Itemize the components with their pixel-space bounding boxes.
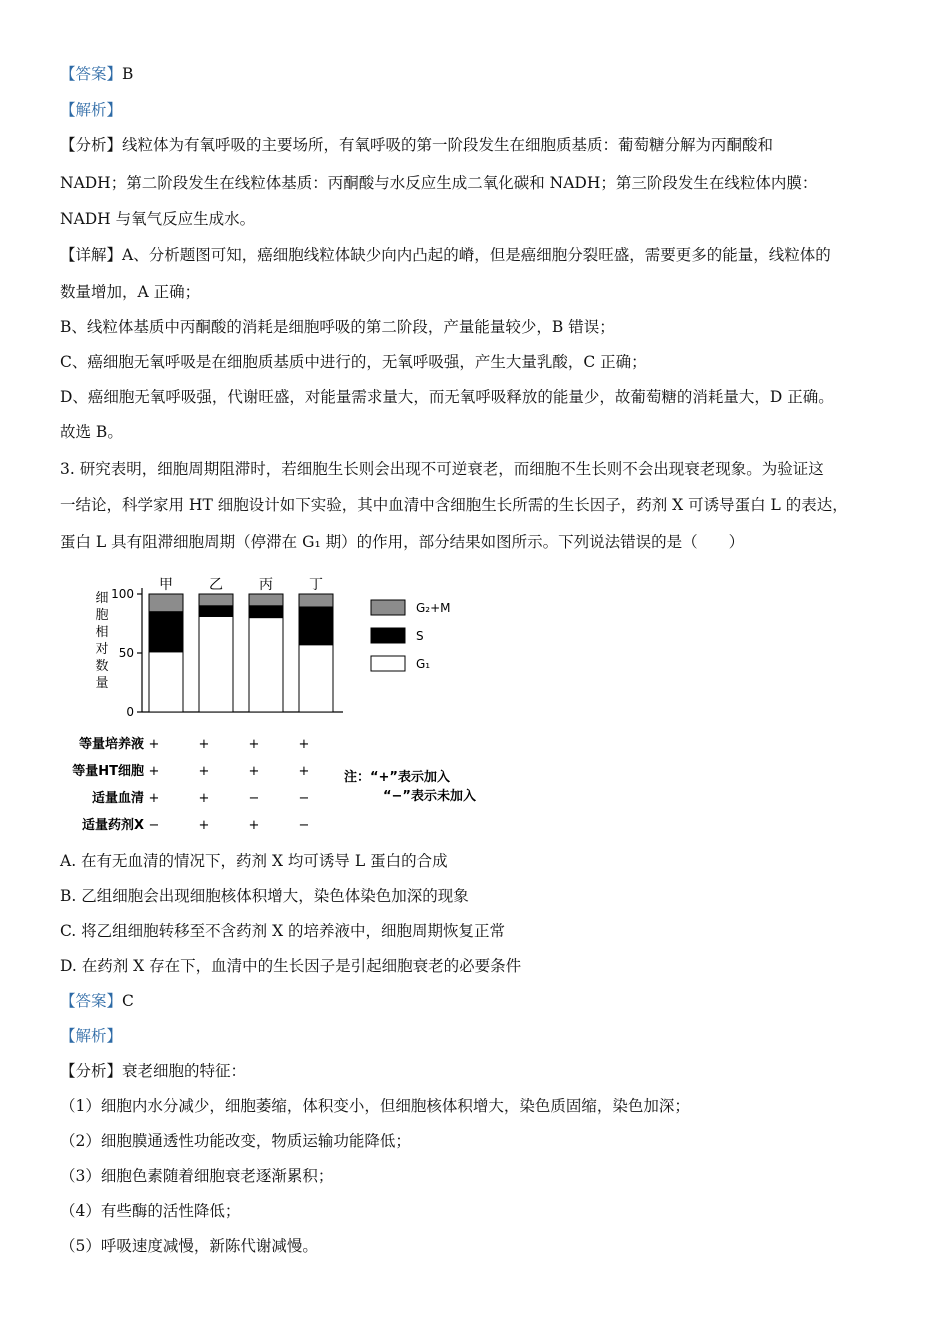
feature-item: （3）细胞色素随着细胞衰老逐渐累积； [60, 1167, 334, 1185]
detail-line [60, 244, 831, 266]
analysis-line [60, 134, 773, 156]
option-c: C. 将乙组细胞转移至不含药剂 X 的培养液中，细胞周期恢复正常 [60, 922, 506, 940]
detail-line: D、癌细胞无氧呼吸强，代谢旺盛，对能量需求量大，而无氧呼吸释放的能量少，故葡萄糖的消耗量大，D 正确。 [60, 388, 834, 406]
analysis-text: 衰老细胞的特征： [122, 1062, 247, 1080]
bar-0-segment [149, 612, 183, 652]
answer-tag: 【答案】 [60, 65, 123, 83]
bar-1-segment [199, 606, 233, 617]
condition-value: − [298, 791, 310, 806]
category-label: 丙 [259, 577, 273, 593]
condition-value: + [148, 737, 160, 752]
y-axis-label-char: 量 [95, 676, 109, 691]
y-axis-label-char: 胞 [95, 608, 109, 623]
feature-item: （2）细胞膜通透性功能改变，物质运输功能降低； [60, 1132, 411, 1150]
analysis-line [60, 1060, 246, 1082]
bar-1-segment [199, 594, 233, 606]
condition-value: + [298, 764, 310, 779]
y-tick-label: 0 [126, 705, 134, 719]
answer-tag: 【答案】 [60, 992, 123, 1010]
condition-label: 等量HT细胞 [72, 764, 144, 779]
analysis-line: NADH 与氧气反应生成水。 [60, 210, 256, 228]
answer-value: C [122, 992, 134, 1010]
question-line: 一结论，科学家用 HT 细胞设计如下实验，其中血清中含细胞生长所需的生长因子，药剂 X 可诱导蛋白 L 的表达， [60, 496, 848, 514]
bar-2-segment [249, 618, 283, 712]
bar-2-segment [249, 594, 283, 606]
answer-line [60, 63, 133, 85]
analysis-heading: 【解析】 [60, 1027, 123, 1045]
option-b: B. 乙组细胞会出现细胞核体积增大，染色体染色加深的现象 [60, 887, 469, 905]
analysis-line: NADH；第二阶段发生在线粒体基质：丙酮酸与水反应生成二氧化碳和 NADH；第三阶段发生在线粒体内膜： [60, 174, 818, 192]
option-a: A. 在有无血清的情况下，药剂 X 均可诱导 L 蛋白的合成 [60, 852, 448, 870]
legend-swatch [371, 656, 405, 671]
answer-line [60, 990, 134, 1012]
legend-swatch [371, 628, 405, 643]
condition-value: + [148, 764, 160, 779]
y-axis-label-char: 相 [95, 625, 109, 640]
analysis-text: 线粒体为有氧呼吸的主要场所，有氧呼吸的第一阶段发生在细胞质基质：葡萄糖分解为丙酮酸和 [122, 136, 774, 154]
category-label: 丁 [309, 577, 323, 593]
condition-value: + [148, 791, 160, 806]
condition-value: + [248, 764, 260, 779]
detail-line: 故选 B。 [60, 423, 123, 441]
condition-label: 适量药剂X [81, 818, 144, 833]
bar-3-segment [299, 594, 333, 607]
detail-text: A、分析题图可知，癌细胞线粒体缺少向内凸起的嵴，但是癌细胞分裂旺盛，需要更多的能量，线粒体的 [122, 246, 831, 264]
condition-value: − [148, 818, 160, 833]
bar-0-segment [149, 652, 183, 712]
detail-line: C、癌细胞无氧呼吸是在细胞质基质中进行的，无氧呼吸强，产生大量乳酸，C 正确； [60, 353, 647, 371]
condition-value: + [198, 791, 210, 806]
condition-value: + [198, 818, 210, 833]
condition-value: + [298, 737, 310, 752]
note-line: 注：“+”表示加入 [344, 770, 450, 785]
option-d: D. 在药剂 X 存在下，血清中的生长因子是引起细胞衰老的必要条件 [60, 957, 522, 975]
bar-0-segment [149, 594, 183, 612]
bar-3-segment [299, 645, 333, 712]
y-axis-label-char: 对 [95, 642, 109, 657]
condition-value: + [248, 818, 260, 833]
note-line: “−”表示未加入 [383, 789, 476, 804]
category-label: 甲 [159, 577, 173, 593]
feature-item: （4）有些酶的活性降低； [60, 1202, 241, 1220]
condition-value: + [198, 737, 210, 752]
detail-line: B、线粒体基质中丙酮酸的消耗是细胞呼吸的第二阶段，产量能量较少，B 错误； [60, 318, 615, 336]
condition-label: 适量血清 [91, 791, 144, 806]
condition-value: − [298, 818, 310, 833]
condition-value: + [248, 737, 260, 752]
analysis-tag: 【分析】 [60, 1062, 123, 1080]
condition-label: 等量培养液 [78, 737, 144, 752]
legend-label: G₁ [416, 657, 431, 671]
legend-swatch [371, 600, 405, 615]
detail-tag: 【详解】 [60, 246, 123, 264]
condition-value: − [248, 791, 260, 806]
bar-3-segment [299, 607, 333, 645]
category-label: 乙 [209, 577, 223, 593]
feature-item: （5）呼吸速度减慢，新陈代谢减慢。 [60, 1237, 318, 1255]
y-axis-label-char: 细 [95, 591, 109, 606]
question-line: 蛋白 L 具有阻滞细胞周期（停滞在 G₁ 期）的作用，部分结果如图所示。下列说法错误的是（ ） [60, 533, 745, 551]
answer-value: B [122, 65, 134, 83]
y-tick-label: 100 [111, 587, 134, 601]
bar-1-segment [199, 616, 233, 712]
bar-2-segment [249, 606, 283, 618]
legend-label: G₂+M [416, 601, 451, 615]
feature-item: （1）细胞内水分减少，细胞萎缩，体积变小，但细胞核体积增大，染色质固缩，染色加深； [60, 1097, 690, 1115]
question-line: 3. 研究表明，细胞周期阻滞时，若细胞生长则会出现不可逆衰老，而细胞不生长则不会出现衰老现象。为验证这 [60, 460, 824, 478]
analysis-heading: 【解析】 [60, 101, 123, 119]
y-tick-label: 50 [118, 646, 134, 660]
legend-label: S [416, 629, 424, 643]
cell-cycle-chart [60, 566, 520, 842]
detail-line: 数量增加，A 正确； [60, 283, 201, 301]
condition-value: + [198, 764, 210, 779]
y-axis-label-char: 数 [95, 659, 109, 674]
analysis-tag: 【分析】 [60, 136, 123, 154]
